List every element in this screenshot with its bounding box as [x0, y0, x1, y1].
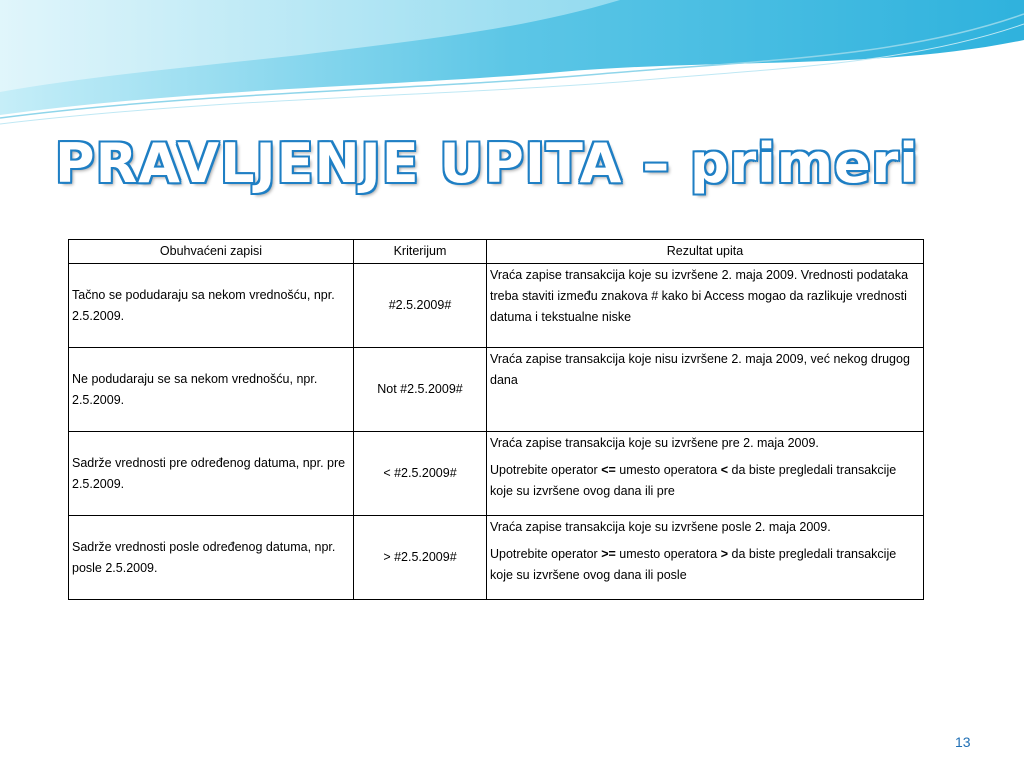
table-row [69, 516, 924, 600]
result-text: Vraća zapise transakcija koje su izvršene pre 2. maja 2009. [490, 436, 819, 450]
cell-result: Vraća zapise transakcija koje nisu izvršene 2. maja 2009, već nekog drugog dana [487, 348, 924, 432]
operator-text: >= [601, 547, 616, 561]
table-row [69, 264, 924, 348]
cell-records: Sadrže vrednosti pre određenog datuma, npr. pre 2.5.2009. [69, 432, 354, 516]
note-text: Upotrebite operator [490, 463, 602, 477]
decorative-wave-header [0, 0, 1024, 130]
cell-result [487, 516, 924, 600]
header-result: Rezultat upita [487, 240, 924, 264]
page-number: 13 [955, 734, 971, 750]
cell-criterion: < #2.5.2009# [354, 432, 487, 516]
operator-text: > [720, 547, 729, 561]
header-criterion: Kriterijum [354, 240, 487, 264]
note-text: Upotrebite operator [490, 547, 602, 561]
table-row [69, 348, 924, 432]
query-examples-table [68, 239, 924, 600]
header-records: Obuhvaćeni zapisi [69, 240, 354, 264]
note-text: umesto operatora [615, 463, 721, 477]
table-header-row [69, 240, 924, 264]
cell-criterion: Not #2.5.2009# [354, 348, 487, 432]
operator-text: <= [601, 463, 616, 477]
note-text: umesto operatora [615, 547, 721, 561]
note-text: da biste pregledali transakcije koje su izvršene ovog dana ili pre [490, 463, 897, 498]
result-note [490, 544, 920, 586]
operator-text: < [720, 463, 729, 477]
result-text: Vraća zapise transakcija koje su izvršene posle 2. maja 2009. [490, 520, 831, 534]
slide-title: PRAVLJENJE UPITA – primeri [55, 132, 919, 195]
cell-criterion: #2.5.2009# [354, 264, 487, 348]
cell-result [487, 432, 924, 516]
cell-records: Tačno se podudaraju sa nekom vrednošću, npr. 2.5.2009. [69, 264, 354, 348]
table-row [69, 432, 924, 516]
cell-records: Ne podudaraju se sa nekom vrednošću, npr. 2.5.2009. [69, 348, 354, 432]
cell-criterion: > #2.5.2009# [354, 516, 487, 600]
cell-result: Vraća zapise transakcija koje su izvršene 2. maja 2009. Vrednosti podataka treba staviti između znakova # kako bi Access mogao da razlikuje vrednosti datuma i tekstualne niske [487, 264, 924, 348]
cell-records: Sadrže vrednosti posle određenog datuma, npr. posle 2.5.2009. [69, 516, 354, 600]
result-note [490, 460, 920, 502]
note-text: da biste pregledali transakcije koje su izvršene ovog dana ili posle [490, 547, 897, 582]
